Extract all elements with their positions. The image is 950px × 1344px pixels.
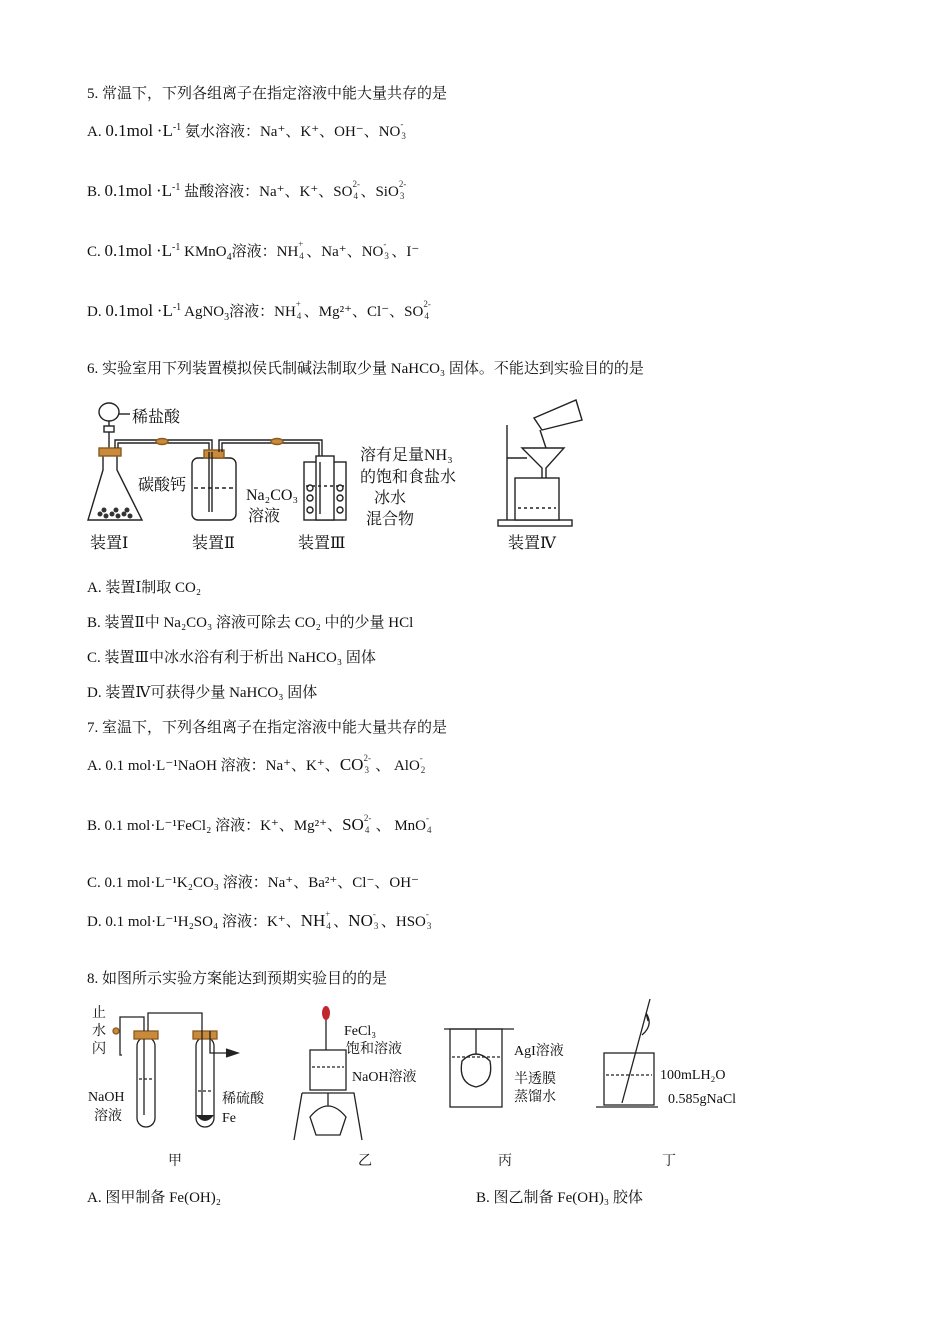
svg-text:半透膜: 半透膜 [514, 1072, 556, 1087]
svg-text:的饱和食盐水: 的饱和食盐水 [360, 469, 457, 486]
svg-text:0.585gNaCl: 0.585gNaCl [668, 1092, 737, 1107]
svg-text:Fe: Fe [222, 1111, 236, 1126]
svg-text:蒸馏水: 蒸馏水 [514, 1090, 556, 1105]
q6-option-a[interactable]: A. 装置Ⅰ制取 CO₂ [87, 580, 202, 596]
svg-text:装置Ⅲ: 装置Ⅲ [298, 535, 346, 552]
svg-text:稀硫酸: 稀硫酸 [222, 1092, 264, 1107]
svg-text:甲: 甲 [168, 1154, 182, 1169]
svg-text:水: 水 [92, 1024, 106, 1039]
q6-apparatus-figure [82, 390, 602, 560]
svg-text:AgI溶液: AgI溶液 [514, 1044, 564, 1059]
svg-text:溶有足量NH₃: 溶有足量NH₃ [360, 447, 453, 464]
q5-option-b[interactable]: B. $0.1mol \cdot L^{-1}$ 盐酸溶液：Na⁺、K⁺、SO 2- 4 、SiO 2- 3 [87, 178, 407, 201]
svg-text:溶液: 溶液 [248, 508, 281, 525]
svg-text:Na₂CO₃: Na₂CO₃ [246, 487, 299, 504]
svg-text:装置Ⅱ: 装置Ⅱ [192, 535, 235, 552]
svg-text:冰水: 冰水 [374, 490, 407, 507]
svg-text:混合物: 混合物 [366, 511, 415, 528]
q7-option-c[interactable]: C. 0.1 mol·L⁻¹K₂CO₃ 溶液：Na⁺、Ba²⁺、Cl⁻、OH⁻ [87, 875, 419, 891]
q6-option-c[interactable]: C. 装置Ⅲ中冰水浴有利于析出 NaHCO₃ 固体 [87, 650, 376, 666]
svg-text:100mLH₂O: 100mLH₂O [660, 1068, 726, 1083]
svg-text:装置Ⅰ: 装置Ⅰ [90, 535, 129, 552]
q7-option-b[interactable]: B. 0.1 mol·L⁻¹FeCl₂ 溶液：K⁺、Mg²⁺、SO 2- 4 、 MnO - 4 [87, 812, 432, 835]
q5-option-c[interactable]: C. $0.1mol \cdot L^{-1}$ KMnO$_4$溶液：NH + 4 、Na⁺、NO - 3 、I⁻ [87, 238, 420, 263]
svg-text:止: 止 [92, 1006, 106, 1021]
svg-text:碳酸钙: 碳酸钙 [138, 477, 187, 494]
q5-option-d[interactable]: D. $0.1mol \cdot L^{-1}$ AgNO$_3$溶液：NH + 4 、Mg²⁺、Cl⁻、SO 2- 4 [87, 298, 431, 323]
q6-option-b[interactable]: B. 装置Ⅱ中 Na₂CO₃ 溶液可除去 CO₂ 中的少量 HCl [87, 615, 414, 631]
q5-option-a[interactable]: A. $0.1mol \cdot L^{-1}$ 氨水溶液：Na⁺、K⁺、OH⁻、NO - 3 [87, 118, 406, 141]
svg-text:乙: 乙 [358, 1154, 372, 1169]
svg-text:NaOH溶液: NaOH溶液 [352, 1070, 417, 1085]
q7-option-a[interactable]: A. 0.1 mol·L⁻¹NaOH 溶液：Na⁺、K⁺、CO 2- 3 、 AlO - 2 [87, 752, 426, 775]
svg-text:丙: 丙 [498, 1154, 512, 1169]
q8-option-a[interactable]: A. 图甲制备 Fe(OH)₂ [87, 1190, 221, 1206]
svg-text:闪: 闪 [92, 1042, 106, 1057]
svg-text:稀盐酸: 稀盐酸 [132, 409, 181, 426]
svg-text:NaOH: NaOH [88, 1090, 125, 1105]
q8-option-b[interactable]: B. 图乙制备 Fe(OH)₃ 胶体 [476, 1190, 643, 1206]
svg-text:FeCl₃: FeCl₃ [344, 1024, 377, 1039]
q6-stem: 6. 实验室用下列装置模拟侯氏制碱法制取少量 NaHCO₃ 固体。不能达到实验目的的是 [87, 361, 644, 377]
q8-experiment-figure [82, 995, 762, 1175]
svg-text:装置Ⅳ: 装置Ⅳ [508, 535, 556, 552]
svg-text:饱和溶液: 饱和溶液 [346, 1042, 402, 1057]
q8-stem: 8. 如图所示实验方案能达到预期实验目的的是 [87, 971, 388, 987]
q5-stem: 5. 常温下，下列各组离子在指定溶液中能大量共存的是 [87, 86, 448, 102]
svg-text:溶液: 溶液 [94, 1109, 122, 1124]
q6-option-d[interactable]: D. 装置Ⅳ可获得少量 NaHCO₃ 固体 [87, 685, 318, 701]
q7-stem: 7. 室温下，下列各组离子在指定溶液中能大量共存的是 [87, 720, 448, 736]
q7-option-d[interactable]: D. 0.1 mol·L⁻¹H₂SO₄ 溶液：K⁺、NH + 4 、NO - 3 、HSO - 3 [87, 908, 432, 931]
svg-text:丁: 丁 [662, 1154, 676, 1169]
